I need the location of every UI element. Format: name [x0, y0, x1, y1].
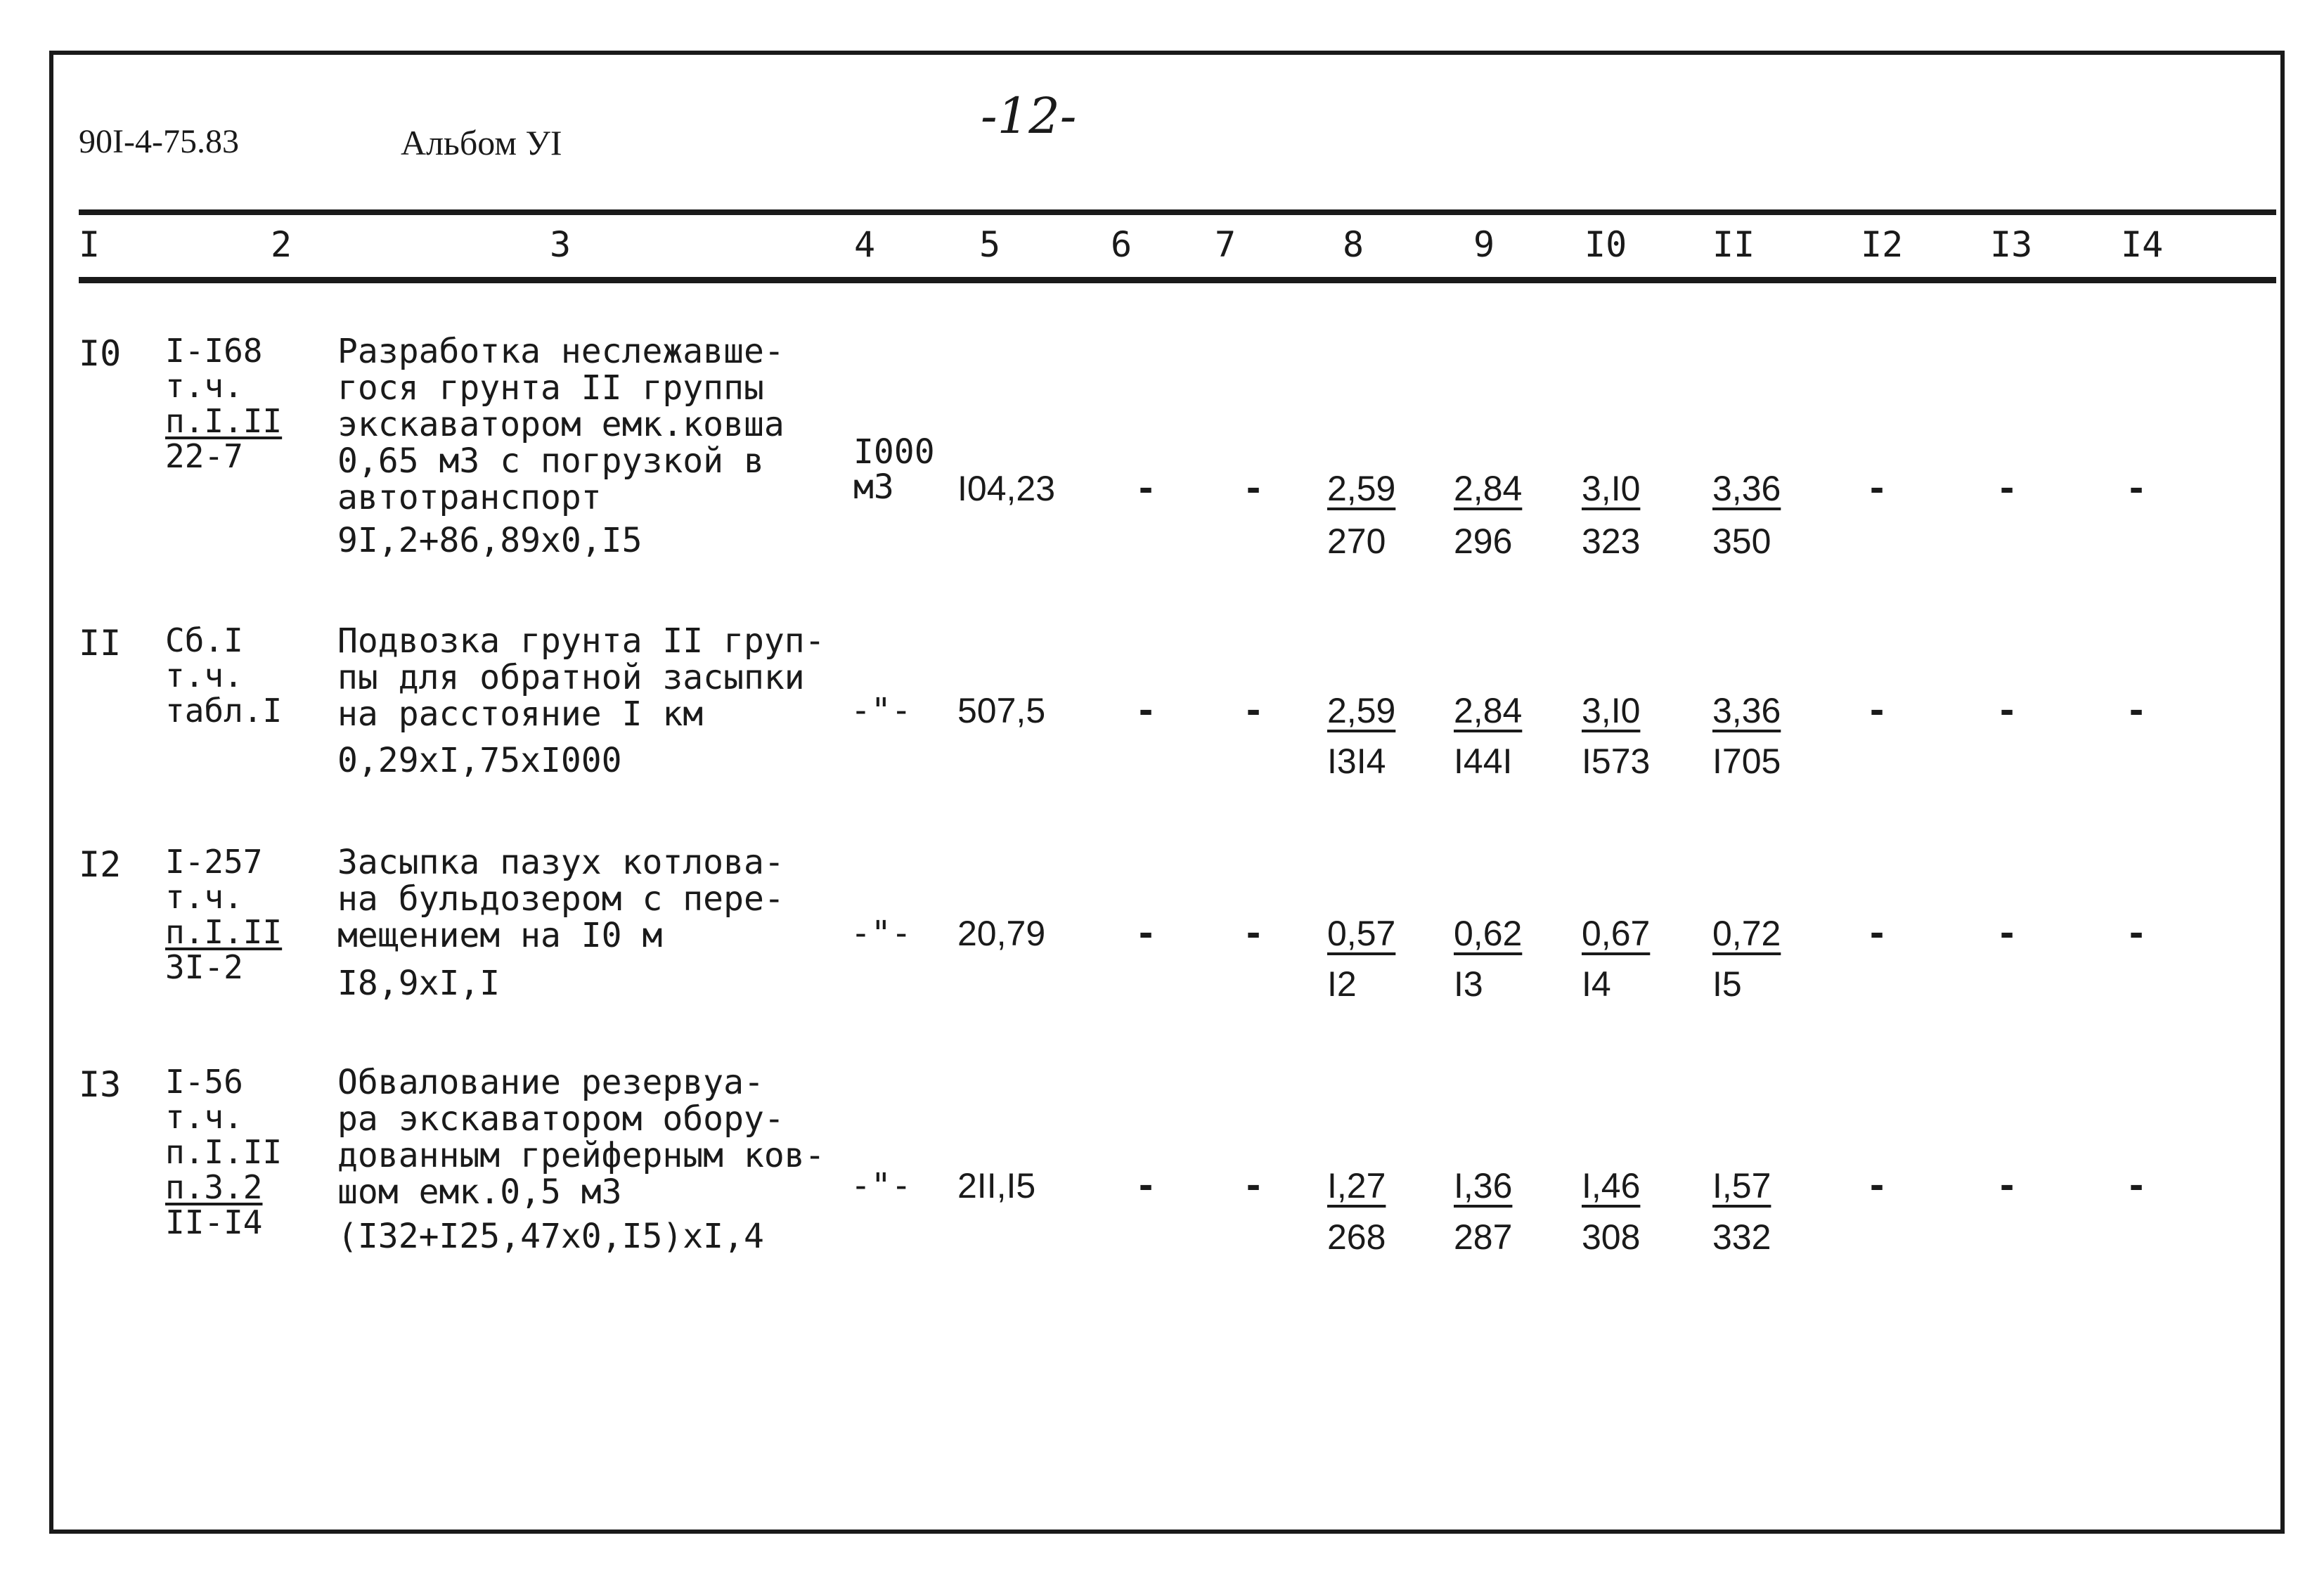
unit-price: 0,67: [1582, 914, 1651, 953]
row-total: 332: [1712, 1217, 1771, 1257]
row-total: 268: [1327, 1217, 1386, 1257]
row-quantity: 2II,I5: [957, 1166, 1036, 1205]
unit-price: 3,I0: [1582, 469, 1641, 508]
col14-dash: -: [2126, 468, 2148, 509]
col13-dash: -: [1996, 690, 2018, 731]
row-total: I573: [1582, 742, 1651, 781]
page-number: -12-: [981, 87, 1077, 145]
col-header-12: I2: [1861, 224, 1904, 265]
row-total: 287: [1454, 1217, 1513, 1257]
row-quantity: I04,23: [957, 469, 1056, 508]
unit-price: 2,59: [1327, 469, 1396, 508]
col-header-3: 3: [550, 224, 572, 265]
unit-price: I,57: [1712, 1166, 1771, 1205]
unit-price: I,27: [1327, 1166, 1386, 1205]
row-unit: -"-: [851, 1166, 912, 1205]
col-header-2: 2: [271, 224, 292, 265]
row-quantity: 20,79: [957, 914, 1046, 953]
col12-dash: -: [1866, 468, 1888, 509]
row-total: I2: [1327, 964, 1357, 1004]
col14-dash: -: [2126, 913, 2148, 954]
row-code: I-56 т.ч. п.I.II п.3.2 II-I4: [165, 1063, 283, 1241]
row-total: I705: [1712, 742, 1781, 781]
row-total: I3I4: [1327, 742, 1386, 781]
unit-price: 3,I0: [1582, 691, 1641, 730]
col6-dash: -: [1135, 1165, 1157, 1206]
col7-dash: -: [1243, 690, 1265, 731]
col-header-1: I: [79, 224, 101, 265]
unit-price: 2,59: [1327, 691, 1396, 730]
row-unit: -"-: [851, 691, 912, 730]
row-description: Засыпка пазух котлова- на бульдозером с пере- мещением на I0 м: [337, 843, 785, 955]
unit-price: I,36: [1454, 1166, 1513, 1205]
row-description: Подвозка грунта II груп- пы для обратной засыпки на расстояние I км: [337, 621, 825, 734]
unit-price: 2,84: [1454, 469, 1523, 508]
col-header-11: II: [1712, 224, 1755, 265]
col13-dash: -: [1996, 468, 2018, 509]
col13-dash: -: [1996, 1165, 2018, 1206]
row-total: I44I: [1454, 742, 1513, 781]
col12-dash: -: [1866, 690, 1888, 731]
album-label: Альбом УI: [401, 123, 562, 162]
col14-dash: -: [2126, 690, 2148, 731]
col6-dash: -: [1135, 690, 1157, 731]
document-code: 90I-4-75.83: [79, 123, 239, 160]
row-total: 270: [1327, 522, 1386, 561]
header-rule-top: [79, 209, 2276, 215]
col6-dash: -: [1135, 913, 1157, 954]
col13-dash: -: [1996, 913, 2018, 954]
row-description: Обвалование резервуа- ра экскаватором обору- дованным грейферным ков- шом емк.0,5 м3: [337, 1063, 825, 1212]
row-formula: 9I,2+86,89x0,I5: [337, 521, 643, 560]
row-code: I-I68 т.ч. п.I.II 22-7: [165, 332, 283, 475]
col14-dash: -: [2126, 1165, 2148, 1206]
row-number: I0: [79, 333, 122, 374]
row-total: 323: [1582, 522, 1641, 561]
row-total: I4: [1582, 964, 1611, 1004]
col7-dash: -: [1243, 913, 1265, 954]
page-frame: [49, 51, 2285, 1534]
row-code: I-257 т.ч. п.I.II 3I-2: [165, 843, 283, 986]
col-header-13: I3: [1990, 224, 2033, 265]
col-header-10: I0: [1584, 224, 1627, 265]
unit-price: 0,57: [1327, 914, 1396, 953]
row-unit: -"-: [851, 914, 912, 953]
col12-dash: -: [1866, 913, 1888, 954]
col-header-14: I4: [2121, 224, 2164, 265]
header-rule-bottom: [79, 277, 2276, 283]
row-formula: (I32+I25,47x0,I5)xI,4: [337, 1217, 764, 1256]
col-header-5: 5: [979, 224, 1001, 265]
row-total: I3: [1454, 964, 1483, 1004]
row-total: 296: [1454, 522, 1513, 561]
unit-price: 3,36: [1712, 691, 1781, 730]
row-formula: 0,29xI,75xI000: [337, 741, 622, 780]
row-number: II: [79, 623, 122, 664]
col-header-6: 6: [1111, 224, 1132, 265]
row-total: 350: [1712, 522, 1771, 561]
row-description: Разработка неслежавше- гося грунта II группы экскаватором емк.ковша 0,65 м3 с погрузкой в автотранспорт: [337, 332, 785, 517]
unit-price: 0,62: [1454, 914, 1523, 953]
unit-price: I,46: [1582, 1166, 1641, 1205]
row-total: 308: [1582, 1217, 1641, 1257]
col7-dash: -: [1243, 468, 1265, 509]
row-quantity: 507,5: [957, 691, 1046, 730]
row-number: I2: [79, 844, 122, 885]
unit-price: 3,36: [1712, 469, 1781, 508]
row-unit: I000 м3: [853, 432, 935, 507]
row-formula: I8,9xI,I: [337, 964, 501, 1003]
col6-dash: -: [1135, 468, 1157, 509]
row-code: Сб.I т.ч. табл.I: [165, 621, 283, 730]
col12-dash: -: [1866, 1165, 1888, 1206]
unit-price: 2,84: [1454, 691, 1523, 730]
col-header-4: 4: [854, 224, 876, 265]
row-total: I5: [1712, 964, 1742, 1004]
col-header-8: 8: [1343, 224, 1364, 265]
col7-dash: -: [1243, 1165, 1265, 1206]
col-header-7: 7: [1215, 224, 1237, 265]
unit-price: 0,72: [1712, 914, 1781, 953]
col-header-9: 9: [1473, 224, 1495, 265]
row-number: I3: [79, 1064, 122, 1105]
